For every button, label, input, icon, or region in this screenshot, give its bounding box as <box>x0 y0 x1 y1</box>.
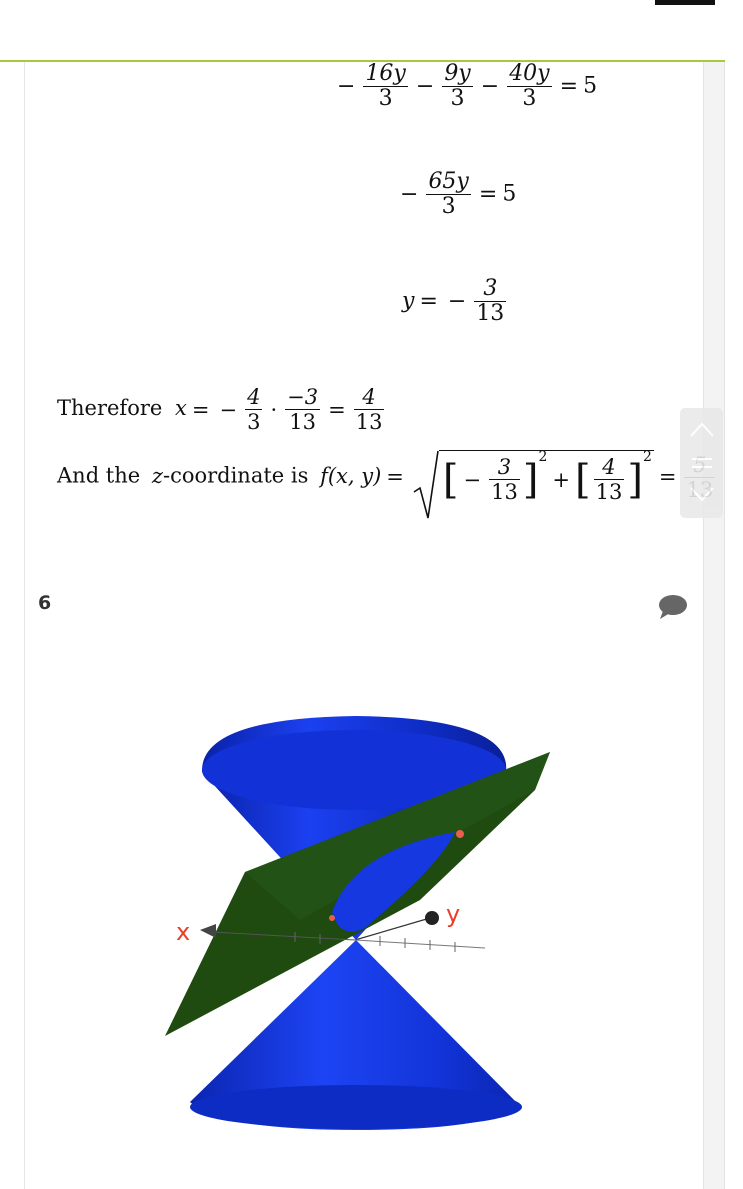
content-right-rail <box>703 62 725 1189</box>
square-root: [ − $\frac{3}{13}$ ]2+ [ $\frac{4}{13}$ ]2 <box>413 450 654 504</box>
top-bar-tab <box>655 0 715 5</box>
denominator: 3 <box>247 410 261 434</box>
therefore-label: Therefore <box>57 396 163 420</box>
function-f: f(x, y) <box>320 463 382 488</box>
denominator: 3 <box>507 86 551 111</box>
scroll-navigator[interactable] <box>680 408 723 518</box>
lower-cone-rim <box>190 1085 522 1129</box>
equation-step-2: − $\frac{65y}{3}$ = 5 <box>400 169 517 219</box>
denominator: 13 <box>285 409 320 434</box>
x-axis-arrow <box>200 924 216 938</box>
radical-sign <box>413 450 439 522</box>
fraction <box>474 277 506 326</box>
point-marker <box>329 915 335 921</box>
equation-step-1: − $\frac{16y}{3}$ − $\frac{9y}{3}$ − $\frac{40y}{3}$ = 5 <box>337 61 598 111</box>
top-bar <box>0 0 725 62</box>
numerator: 9y <box>444 61 471 86</box>
coordinate-is-label: -coordinate is <box>162 463 309 488</box>
exponent: 2 <box>538 449 548 465</box>
x-variable: x <box>175 396 187 420</box>
fraction <box>285 385 320 434</box>
content-left-border <box>24 62 25 1189</box>
and-the-label: And the <box>57 463 141 488</box>
numerator: 65y <box>428 169 469 194</box>
chevron-up-icon[interactable] <box>688 420 716 440</box>
denominator: 3 <box>363 86 407 111</box>
denominator: 13 <box>595 480 623 504</box>
equation-step-3: y = − $\frac{3}{13}$ <box>402 276 505 326</box>
exponent: 2 <box>642 449 652 465</box>
lhs-variable: y <box>402 288 415 314</box>
numerator: 3 <box>497 455 512 479</box>
answer-number: 6 <box>38 592 52 614</box>
denominator: 3 <box>426 194 470 219</box>
numerator: 4 <box>362 385 376 409</box>
denominator: 13 <box>355 410 383 434</box>
numerator: 4 <box>247 385 261 409</box>
fraction <box>354 385 385 434</box>
cone-plane-3d-plot[interactable] <box>150 690 570 1150</box>
fraction <box>245 385 262 434</box>
denominator: 13 <box>476 301 505 326</box>
z-variable: z <box>151 463 163 488</box>
rhs-value: 5 <box>583 73 598 99</box>
fraction <box>426 170 470 219</box>
grip-icon <box>688 453 716 473</box>
x-axis-label: x <box>176 918 191 946</box>
comment-icon[interactable] <box>658 594 688 620</box>
axis-line <box>355 940 485 948</box>
numerator: 16y <box>365 61 406 86</box>
fraction <box>507 62 551 111</box>
denominator: 13 <box>491 480 518 504</box>
rhs-value: 5 <box>502 181 517 207</box>
y-axis-label: y <box>446 900 461 928</box>
numerator: 4 <box>602 455 616 479</box>
fraction <box>594 455 625 504</box>
fraction <box>442 62 472 111</box>
fraction <box>363 62 407 111</box>
chevron-down-icon[interactable] <box>688 484 716 504</box>
z-coordinate-line: And the z-coordinate is f(x, y) = [ − $\frac{3}{13}$ ]2+ [ $\frac{4}{13}$ ]2= <box>57 450 718 504</box>
y-axis-arrow <box>425 911 439 925</box>
numerator: −3 <box>287 385 319 409</box>
therefore-line: Therefore x = − $\frac{4}{3}$ · $\frac{-3}{13}$ = $\frac{4}{13}$ <box>57 385 383 434</box>
numerator: 3 <box>483 276 498 301</box>
fraction <box>489 455 520 504</box>
numerator: 40y <box>509 61 550 86</box>
denominator: 3 <box>442 86 472 111</box>
point-marker <box>456 830 464 838</box>
